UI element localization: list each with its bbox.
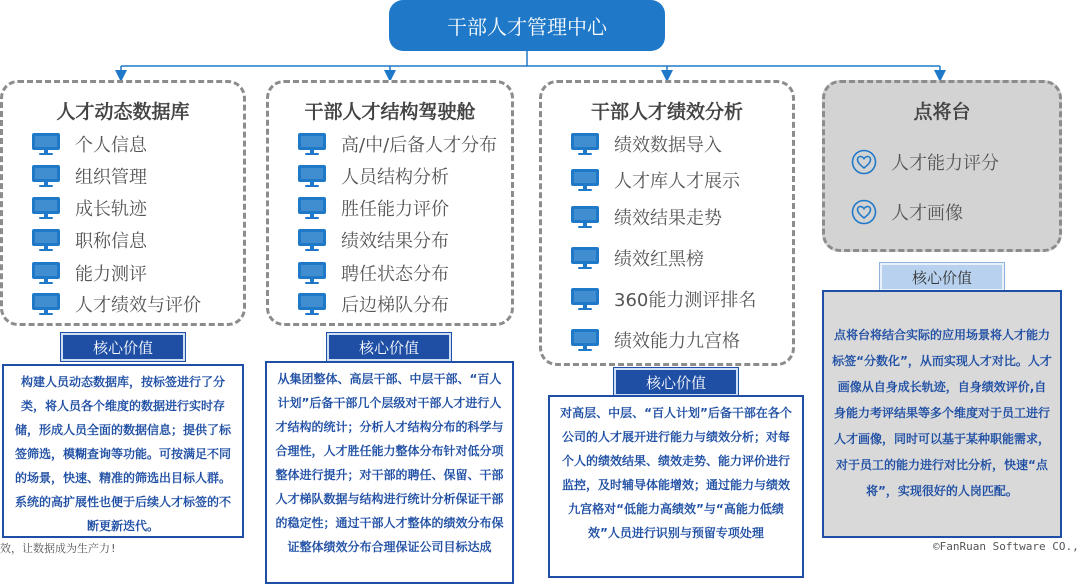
monitor-icon xyxy=(31,261,61,285)
monitor-icon xyxy=(570,168,600,192)
monitor-icon xyxy=(31,228,61,252)
list-item[interactable]: 后边梯队分布 xyxy=(297,291,449,317)
module-title: 人才动态数据库 xyxy=(56,101,190,123)
list-item[interactable]: 成长轨迹 xyxy=(31,195,147,221)
page-title: 干部人才管理中心 xyxy=(389,0,665,51)
core-value-label: 核心价值 xyxy=(614,368,738,396)
monitor-icon xyxy=(31,292,61,316)
core-value-text: 从集团整体、高层干部、中层干部、“百人计划”后备干部几个层级对干部人才进行人才结构的统计；分析人才结构分布的科学与合理性，人才胜任能力整体分布针对低分项整体进行提升；对干部的聘任、保留、干部人才梯队数据与结构进行统计分析保证干部的稳定性；通过干部人才整体的绩效分布保证整体绩效分布合理保证公司目标达成 xyxy=(265,361,514,584)
list-item[interactable]: 胜任能力评价 xyxy=(297,195,449,221)
core-value-label: 核心价值 xyxy=(880,263,1004,291)
list-item[interactable]: 聘任状态分布 xyxy=(297,260,449,286)
module-title: 点将台 xyxy=(913,101,971,123)
monitor-icon xyxy=(297,292,327,316)
core-value-text: 对高层、中层、“百人计划”后备干部在各个公司的人才展开进行能力与绩效分析；对每个人的绩效结果、绩效走势、能力评价进行监控，及时辅导体能增效；通过能力与绩效九宫格对“低能力高绩效”与“高能力低绩效”人员进行识别与预留专项处理 xyxy=(548,395,804,578)
heart-circle-icon xyxy=(851,199,877,225)
monitor-icon xyxy=(31,132,61,156)
core-value-label: 核心价值 xyxy=(61,333,185,361)
module-dianjiangtai xyxy=(822,80,1062,252)
footer-copyright: ©FanRuan Software CO., xyxy=(933,540,1079,553)
list-item[interactable]: 绩效数据导入 xyxy=(570,131,722,157)
module-performance-analysis xyxy=(539,80,795,366)
list-item[interactable]: 能力测评 xyxy=(31,260,147,286)
heart-circle-icon xyxy=(851,149,877,175)
core-value-text: 构建人员动态数据库，按标签进行了分类，将人员各个维度的数据进行实时存储，形成人员全面的数据信息；提供了标签筛选，模糊查询等功能。可按满足不同的场景，快速、精准的筛选出目标人群。系统的高扩展性也便于后续人才标签的不断更新迭代。 xyxy=(2,364,244,538)
footer-slogan: 效，让数据成为生产力! xyxy=(0,542,117,555)
list-item[interactable]: 职称信息 xyxy=(31,227,147,253)
monitor-icon xyxy=(570,287,600,311)
list-item[interactable]: 人才绩效与评价 xyxy=(31,291,201,317)
module-talent-database xyxy=(0,80,246,326)
monitor-icon xyxy=(31,196,61,220)
monitor-icon xyxy=(570,246,600,270)
list-item[interactable]: 高/中/后备人才分布 xyxy=(297,131,497,157)
list-item[interactable]: 绩效结果分布 xyxy=(297,227,449,253)
monitor-icon xyxy=(297,261,327,285)
list-item[interactable]: 绩效结果走势 xyxy=(570,204,722,230)
monitor-icon xyxy=(570,205,600,229)
module-structure-cockpit xyxy=(266,80,514,326)
list-item[interactable]: 人才画像 xyxy=(851,199,963,225)
module-title: 干部人才绩效分析 xyxy=(590,101,743,123)
list-item[interactable]: 绩效能力九宫格 xyxy=(570,327,740,353)
monitor-icon xyxy=(297,164,327,188)
monitor-icon xyxy=(570,328,600,352)
list-item[interactable]: 个人信息 xyxy=(31,131,147,157)
list-item[interactable]: 绩效红黑榜 xyxy=(570,245,704,271)
module-title: 干部人才结构驾驶舱 xyxy=(304,101,476,123)
core-value-text: 点将台将结合实际的应用场景将人才能力标签“分数化”，从而实现人才对比。人才画像从自身成长轨迹，自身绩效评价,自身能力考评结果等多个维度对于员工进行人才画像，同时可以基于某种职能需求，对于员工的能力进行对比分析，快速“点将”，实现很好的人岗匹配。 xyxy=(822,290,1062,538)
monitor-icon xyxy=(297,196,327,220)
core-value-label: 核心价值 xyxy=(327,333,451,361)
list-item[interactable]: 人才能力评分 xyxy=(851,149,999,175)
monitor-icon xyxy=(31,164,61,188)
monitor-icon xyxy=(570,132,600,156)
monitor-icon xyxy=(297,132,327,156)
list-item[interactable]: 360能力测评排名 xyxy=(570,286,756,312)
monitor-icon xyxy=(297,228,327,252)
list-item[interactable]: 人员结构分析 xyxy=(297,163,449,189)
list-item[interactable]: 人才库人才展示 xyxy=(570,167,740,193)
list-item[interactable]: 组织管理 xyxy=(31,163,147,189)
